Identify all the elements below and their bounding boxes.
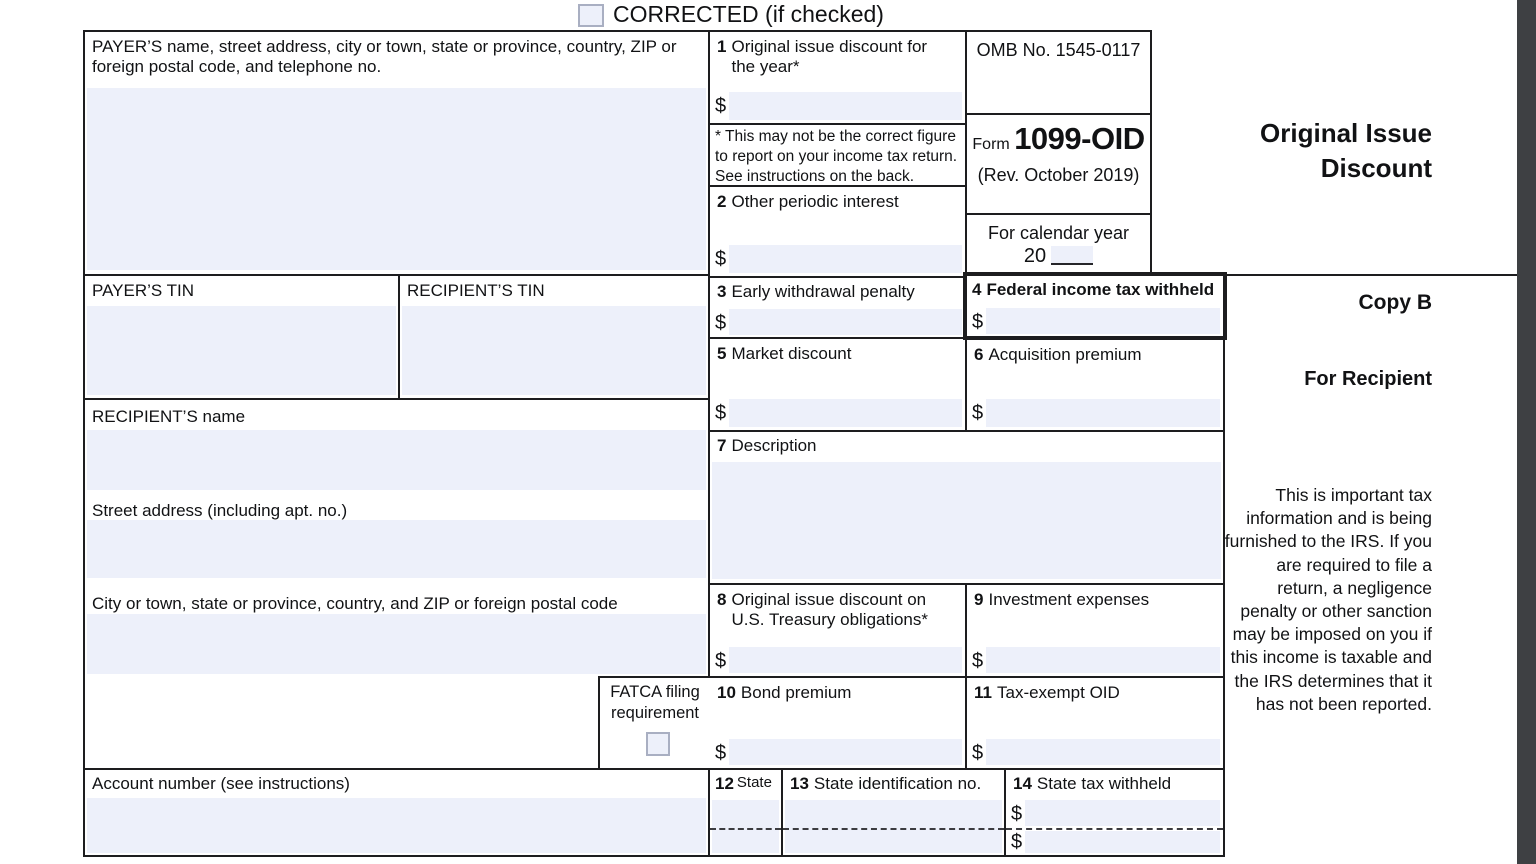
recipient-tin-box [400, 276, 710, 400]
form-title [1227, 116, 1432, 186]
recipient-tin-input[interactable] [402, 306, 706, 395]
box8-number: 8 [717, 590, 727, 609]
box13-state-id-input[interactable] [785, 800, 1002, 853]
box3-amount-input[interactable] [729, 309, 962, 335]
box5 [710, 337, 967, 430]
box5-number: 5 [717, 344, 727, 363]
box11-amount-input[interactable] [986, 739, 1220, 765]
box10-number: 10 [717, 683, 736, 702]
box9 [967, 583, 1225, 676]
account-number-input[interactable] [87, 798, 706, 853]
box2-number: 2 [717, 192, 727, 211]
box11-label: Tax-exempt OID [996, 683, 1120, 702]
box5-dollar: $ [715, 402, 727, 424]
form-number-box [967, 115, 1152, 215]
form-revision: (Rev. October 2019) [977, 165, 1140, 185]
box4-dollar: $ [972, 311, 984, 333]
box2 [710, 185, 967, 276]
calendar-year-label: For calendar year [987, 223, 1130, 243]
box5-amount-input[interactable] [729, 399, 962, 427]
corrected-label: CORRECTED (if checked) [613, 1, 884, 27]
box14-amount-input-2[interactable] [1025, 831, 1220, 853]
payer-tin-label: PAYER’S TIN [92, 281, 195, 300]
box14-dollar-2: $ [1011, 831, 1023, 853]
fatca-box [598, 676, 710, 768]
box13 [783, 768, 1006, 857]
box1-amount-input[interactable] [729, 92, 962, 120]
form-title-line2: Discount [1320, 153, 1432, 183]
box12 [710, 768, 783, 857]
box13-label: State identification no. [813, 774, 982, 793]
box1-dollar: $ [715, 95, 727, 117]
box4-number: 4 [972, 280, 982, 299]
payer-address-box [83, 30, 710, 276]
box9-amount-input[interactable] [986, 647, 1220, 673]
box1 [710, 30, 967, 123]
box3-label: Early withdrawal penalty [731, 282, 915, 301]
box14-amount-input-1[interactable] [1025, 800, 1220, 826]
city-label: City or town, state or province, country, and ZIP or foreign postal code [92, 594, 618, 613]
box10-amount-input[interactable] [729, 739, 962, 765]
for-recipient-label: For Recipient [1304, 368, 1432, 390]
box7 [710, 430, 1225, 583]
box6-number: 6 [974, 345, 984, 364]
box14-dollar-1: $ [1011, 803, 1023, 825]
box3 [710, 276, 967, 337]
account-number-label: Account number (see instructions) [92, 774, 350, 793]
box7-number: 7 [717, 436, 727, 455]
box14-label: State tax withheld [1036, 774, 1172, 793]
street-address-label: Street address (including apt. no.) [92, 501, 348, 520]
box14 [1006, 768, 1225, 857]
box1-note [710, 123, 967, 185]
box11 [967, 676, 1225, 768]
corrected-checkbox[interactable] [578, 4, 604, 27]
box13-number: 13 [790, 774, 809, 793]
payer-tin-input[interactable] [87, 306, 396, 395]
box9-number: 9 [974, 590, 984, 609]
form-number: 1099-OID [1014, 121, 1145, 156]
fatca-label-line1: FATCA filing [610, 683, 700, 701]
box11-number: 11 [974, 683, 992, 702]
omb-number: OMB No. 1545-0117 [976, 40, 1141, 60]
box13-divider [783, 828, 1004, 830]
calendar-year-box [967, 215, 1152, 276]
window-side-strip [1517, 0, 1536, 864]
box14-divider [1006, 828, 1223, 830]
box5-label: Market discount [731, 344, 852, 363]
box7-label: Description [731, 436, 817, 455]
box10 [710, 676, 967, 768]
calendar-year-prefix: 20 [1023, 245, 1047, 267]
box4-label: Federal income tax withheld [986, 280, 1215, 299]
box9-label: Investment expenses [988, 590, 1150, 609]
copy-b-label: Copy B [1358, 291, 1432, 314]
payer-tin-box [83, 276, 400, 400]
recipient-tin-label: RECIPIENT’S TIN [407, 281, 545, 300]
street-address-input[interactable] [87, 520, 706, 578]
omb-box [967, 30, 1152, 115]
box3-dollar: $ [715, 312, 727, 334]
right-panel-divider [1225, 274, 1517, 276]
box12-label: State [736, 774, 772, 791]
box2-dollar: $ [715, 248, 727, 270]
box8-label: Original issue discount on U.S. Treasury obligations* [731, 590, 929, 630]
box7-description-input[interactable] [712, 462, 1221, 579]
box6-amount-input[interactable] [986, 399, 1220, 427]
box14-number: 14 [1013, 774, 1032, 793]
payer-address-label: PAYER’S name, street address, city or town, state or province, country, ZIP or foreign postal code, and telephone no. [92, 37, 677, 77]
box3-number: 3 [717, 282, 727, 301]
box12-state-input[interactable] [712, 800, 779, 853]
box2-amount-input[interactable] [729, 245, 962, 273]
box8-amount-input[interactable] [729, 647, 962, 673]
form-title-line1: Original Issue [1260, 118, 1432, 148]
calendar-year-input[interactable] [1051, 246, 1093, 265]
recipient-notice: This is important tax information and is being furnished to the IRS. If you are required to file a return, a negligence penalty or other sanction may be imposed on you if this income is taxable and the IRS determines that it has not been reported. [1224, 485, 1432, 714]
city-input[interactable] [87, 614, 706, 674]
box8-dollar: $ [715, 650, 727, 672]
box4 [963, 272, 1227, 340]
box10-label: Bond premium [740, 683, 852, 702]
box6-dollar: $ [972, 402, 984, 424]
recipient-name-label: RECIPIENT’S name [92, 407, 246, 426]
box1-number: 1 [717, 37, 727, 56]
box2-label: Other periodic interest [731, 192, 899, 211]
box11-dollar: $ [972, 742, 984, 764]
recipient-name-input[interactable] [87, 430, 706, 490]
account-number-box [83, 768, 710, 857]
box12-divider [710, 828, 781, 830]
box12-number: 12 [715, 774, 734, 793]
box9-dollar: $ [972, 650, 984, 672]
form-word: Form [972, 136, 1010, 153]
box8 [710, 583, 967, 676]
box10-dollar: $ [715, 742, 727, 764]
box6 [967, 340, 1225, 430]
box1-label: Original issue discount for the year* [731, 37, 928, 77]
box1-note-text: * This may not be the correct figure to report on your income tax return. See instructions on the back. [715, 128, 958, 186]
fatca-label-line2: requirement [610, 703, 700, 722]
box6-label: Acquisition premium [988, 345, 1142, 364]
payer-address-input[interactable] [87, 88, 706, 270]
box4-amount-input[interactable] [986, 308, 1220, 334]
fatca-checkbox[interactable] [646, 732, 670, 756]
